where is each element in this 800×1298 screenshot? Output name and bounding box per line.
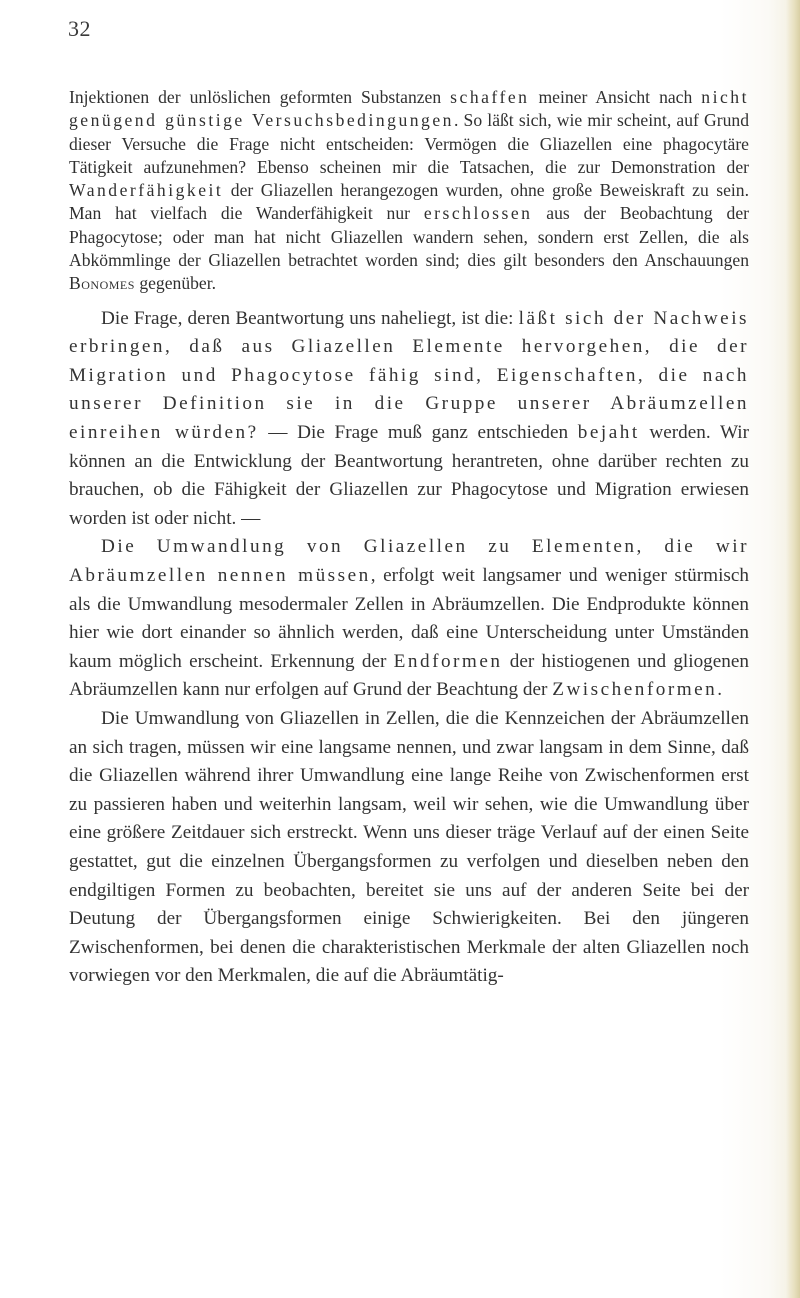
text-run: . So läßt sich, wie mir scheint, auf Grund dieser Versuche die Frage nicht entscheiden: Vermögen die Gliazellen eine phagocytäre Tätigkeit aufzunehmen? Ebenso scheinen mir die Tatsachen, die zur Demonstration der bbox=[69, 110, 749, 177]
text-run: der Gliazellen herangezogen wurden, ohne große Beweiskraft zu sein. Man hat vielfach die Wanderfähigkeit nur bbox=[69, 180, 749, 224]
spaced-emphasis-text: erschlossen bbox=[423, 203, 533, 224]
text-run: der histiogenen und gliogenen Abräumzellen kann nur erfolgen auf Grund der Beachtung der bbox=[69, 650, 750, 701]
text-run: Die Frage, deren Beantwortung uns naheliegt, ist die: bbox=[101, 307, 519, 329]
page-edge bbox=[786, 0, 800, 1298]
text-run: meiner Ansicht nach bbox=[529, 87, 702, 107]
small-caps-text: Bonomes bbox=[69, 273, 135, 294]
spaced-emphasis-text: nicht genügend günstige Versuchsbedingungen bbox=[69, 87, 749, 131]
text-run: Die Umwandlung von Gliazellen in Zellen, die die Kennzeichen der Abräumzellen an sich tragen, müssen wir eine langsame nennen, und zwar langsam in dem Sinne, daß die Gliazellen während ihrer Umwandlung eine lange Reihe von Zwischenformen erst zu passieren haben und weiterhin langsam, weil wir sehen, wie die Umwandlung über eine größere Zeitdauer sich erstreckt. Wenn uns dieser träge Verlauf auf der einen Seite gestattet, gut die einzelnen Übergangsformen zu verfolgen und dieselben neben den endgiltigen Formen zu beobachten, bereitet sie uns auf der anderen Seite bei der Deutung der Übergangsformen einige Schwierigkeiten. Bei den jüngeren Zwischenformen, bei denen die charakteristischen Merkmale der alten Gliazellen noch vorwiegen vor den Merkmalen, die auf die Abräumtätig- bbox=[69, 707, 749, 987]
text-run: — Die Frage muß ganz entschieden bbox=[258, 422, 578, 444]
spaced-emphasis-text: bejaht bbox=[577, 422, 640, 444]
paragraph bbox=[69, 305, 749, 534]
spaced-emphasis-text: Wanderfähigkeit bbox=[69, 180, 224, 201]
paragraph bbox=[69, 705, 749, 991]
text-run: Injektionen der unlöslichen geformten Substanzen bbox=[69, 87, 451, 107]
text-run: gegenüber. bbox=[134, 273, 217, 294]
page-number: 32 bbox=[68, 16, 91, 41]
text-run: aus der Beobachtung der Phagocytose; oder man hat nicht Gliazellen wandern sehen, sondern erst Zellen, die als Abkömmlinge der Gliazellen betrachtet worden sind; dies gilt besonders den Anschauungen bbox=[69, 203, 750, 271]
spaced-emphasis-text: Die Umwandlung von Gliazellen zu Elementen, die wir Abräumzellen nennen müssen bbox=[69, 536, 749, 587]
spaced-emphasis-text: Endformen bbox=[393, 650, 503, 672]
spaced-emphasis-text: läßt sich der Nachweis erbringen, daß aus Gliazellen Elemente hervorgehen, die der Migration und Phagocytose fähig sind, Eigenschaften, die nach unserer Definition sie in die Gruppe unserer Abräumzellen einreihen würden? bbox=[69, 307, 749, 444]
paragraph bbox=[69, 86, 749, 296]
text-run: , erfolgt weit langsamer und weniger stürmisch als die Umwandlung mesodermaler Zellen in Abräumzellen. Die Endprodukte können hier wie dort einander so ähnlich werden, daß eine Unterscheidung unter Umständen kaum möglich erscheint. Erkennung der bbox=[69, 565, 749, 672]
spaced-emphasis-text: Zwischenformen bbox=[552, 679, 718, 701]
spaced-emphasis-text: schaffen bbox=[450, 87, 530, 107]
text-run: werden. Wir können an die Entwicklung der Beantwortung herantreten, ohne darüber rechten zu brauchen, ob die Fähigkeit der Gliazellen zur Phagocytose und Migration erwiesen worden ist oder nicht. — bbox=[69, 422, 750, 529]
paragraph bbox=[69, 533, 749, 705]
body-text bbox=[69, 86, 749, 991]
text-run: . bbox=[717, 679, 723, 701]
